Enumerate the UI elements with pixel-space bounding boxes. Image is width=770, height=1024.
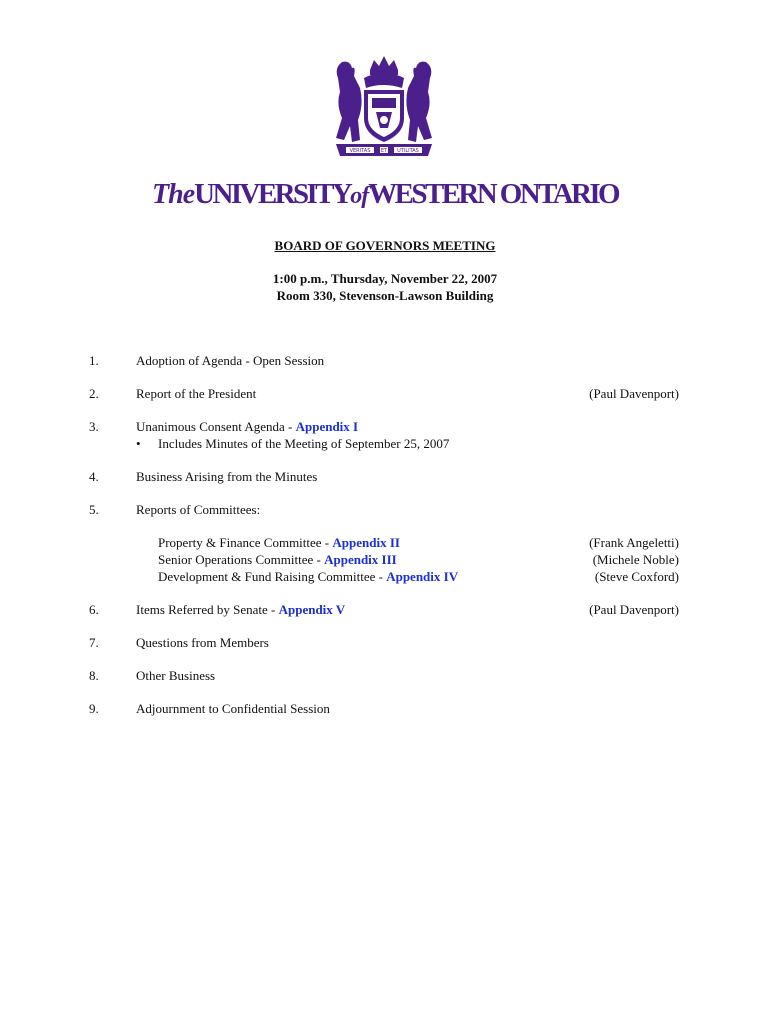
agenda-item-number: 7.: [89, 635, 99, 650]
appendix-link[interactable]: Appendix II: [332, 535, 400, 550]
crest-motto-mid: ET: [380, 148, 388, 154]
agenda-item-text: Adjournment to Confidential Session: [136, 701, 330, 716]
committee-text: Senior Operations Committee -: [158, 552, 325, 567]
agenda-item-number: 1.: [89, 353, 99, 368]
meeting-title: BOARD OF GOVERNORS MEETING: [274, 238, 496, 253]
agenda-item-text: Questions from Members: [136, 635, 269, 650]
wordmark-the: The: [152, 179, 195, 210]
committee-presenter: (Frank Angeletti): [589, 535, 679, 550]
agenda-item-number: 2.: [89, 386, 99, 401]
university-crest-logo: [330, 48, 438, 160]
agenda-item-text: Items Referred by Senate -: [136, 602, 279, 617]
university-wordmark: [0, 178, 770, 212]
agenda-item-line: [136, 418, 358, 435]
appendix-link[interactable]: Appendix I: [295, 419, 359, 434]
agenda-item-number: 5.: [89, 502, 99, 517]
bullet-icon: •: [136, 436, 141, 451]
committee-line: [158, 534, 400, 551]
agenda-item-number: 9.: [89, 701, 99, 716]
meeting-time: 1:00 p.m., Thursday, November 22, 2007: [272, 271, 498, 286]
agenda-subitem-text: Includes Minutes of the Meeting of September 25, 2007: [158, 436, 450, 451]
agenda-item-text: Reports of Committees:: [136, 502, 261, 517]
committee-presenter: (Michele Noble): [592, 552, 679, 567]
wordmark-university: UNIVERSITY: [194, 178, 351, 210]
committee-line: [158, 568, 458, 585]
committee-text: Property & Finance Committee -: [158, 535, 333, 550]
appendix-link[interactable]: Appendix IV: [386, 569, 459, 584]
agenda-item-text: Business Arising from the Minutes: [136, 469, 318, 484]
agenda-item-number: 6.: [89, 602, 99, 617]
agenda-item-number: 3.: [89, 419, 99, 434]
agenda-item-number: 8.: [89, 668, 99, 683]
appendix-link[interactable]: Appendix V: [278, 602, 346, 617]
agenda-item-presenter: (Paul Davenport): [589, 386, 679, 401]
meeting-room: Room 330, Stevenson-Lawson Building: [276, 288, 494, 303]
wordmark-western: WESTERN ONTARIO: [368, 178, 618, 210]
agenda-item-text: Other Business: [136, 668, 216, 683]
crest-motto-left: VERITAS: [349, 148, 371, 154]
committee-line: [158, 551, 397, 568]
agenda-item-text: Unanimous Consent Agenda -: [136, 419, 296, 434]
crest-motto-right: UTILITAS: [397, 148, 419, 154]
committee-text: Development & Fund Raising Committee -: [158, 569, 387, 584]
agenda-item-presenter: (Paul Davenport): [589, 602, 679, 617]
committee-presenter: (Steve Coxford): [594, 569, 679, 584]
agenda-item-text: Adoption of Agenda - Open Session: [136, 353, 325, 368]
agenda-item-text: Report of the President: [136, 386, 257, 401]
appendix-link[interactable]: Appendix III: [324, 552, 397, 567]
wordmark-of: of: [350, 183, 369, 209]
agenda-item-number: 4.: [89, 469, 99, 484]
agenda-item-line: [136, 601, 345, 618]
